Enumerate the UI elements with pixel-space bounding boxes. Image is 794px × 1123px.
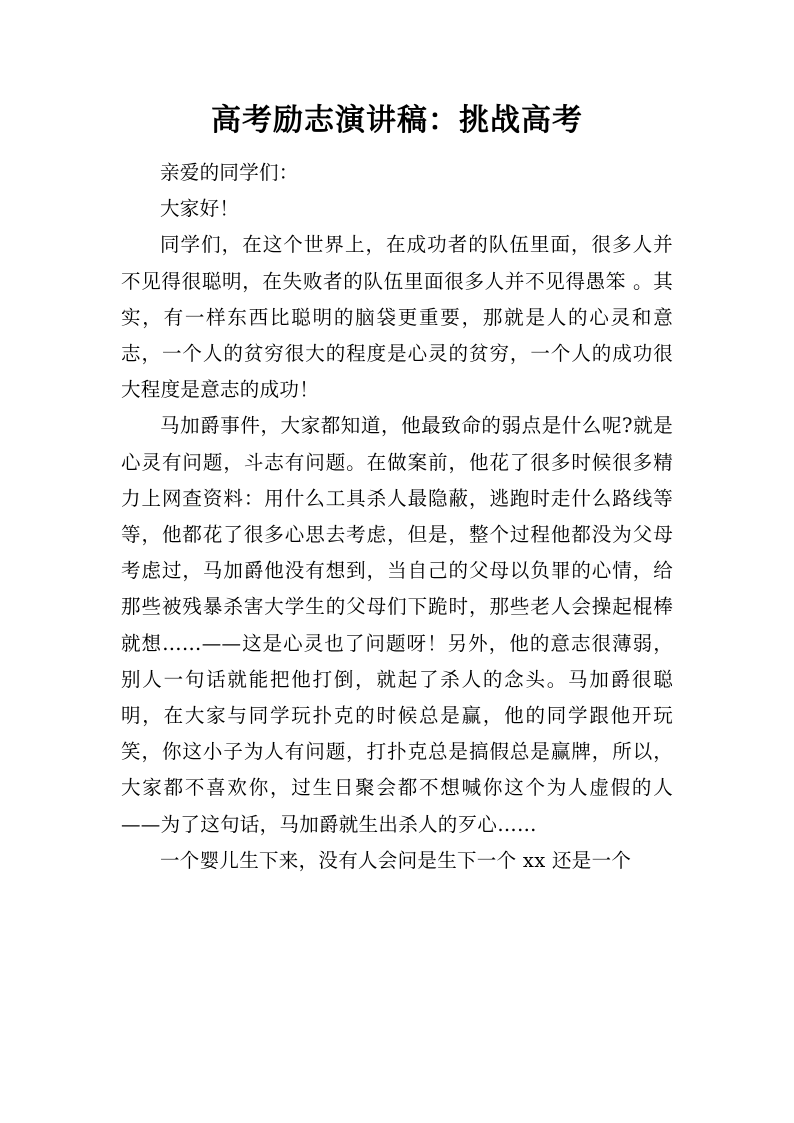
- greeting: 大家好！: [160, 197, 240, 221]
- paragraph-3: 一个婴儿生下来，没有人会问是生下一个 xx 还是一个: [160, 848, 632, 872]
- paragraph-2: 马加爵事件，大家都知道，他最致命的弱点是什么呢?就是心灵有问题，斗志有问题。在做案前，他花了很多时候很多精力上网查资料：用什么工具杀人最隐蔽，逃跑时走什么路线等等，他都花了很多心思去考虑，但是，整个过程他都没为父母考虑过，马加爵他没有想到，当自己的父母以负罪的心情，给那些被残暴杀害大学生的父母们下跪时，那些老人会操起棍棒就想……——这是心灵也了问题呀！另外，他的意志很薄弱，别人一句话就能把他打倒，就起了杀人的念头。马加爵很聪明，在大家与同学玩扑克的时候总是赢，他的同学跟他开玩笑，你这小子为人有问题，打扑克总是搞假总是赢牌，所以，大家都不喜欢你，过生日聚会都不想喊你这个为人虚假的人——为了这句话，马加爵就生出杀人的歹心……: [121, 414, 673, 836]
- document-title: 高考励志演讲稿：挑战高考: [211, 103, 583, 138]
- salutation: 亲爱的同学们：: [160, 161, 299, 184]
- paragraph-1: 同学们，在这个世界上，在成功者的队伍里面，很多人并不见得很聪明，在失败者的队伍里面很多人并不见得愚笨 。其实，有一样东西比聪明的脑袋更重要，那就是人的心灵和意志，一个人的贫穷很大的程度是心灵的贫穷，一个人的成功很大程度是意志的成功！: [121, 233, 673, 402]
- document-body: [121, 155, 673, 879]
